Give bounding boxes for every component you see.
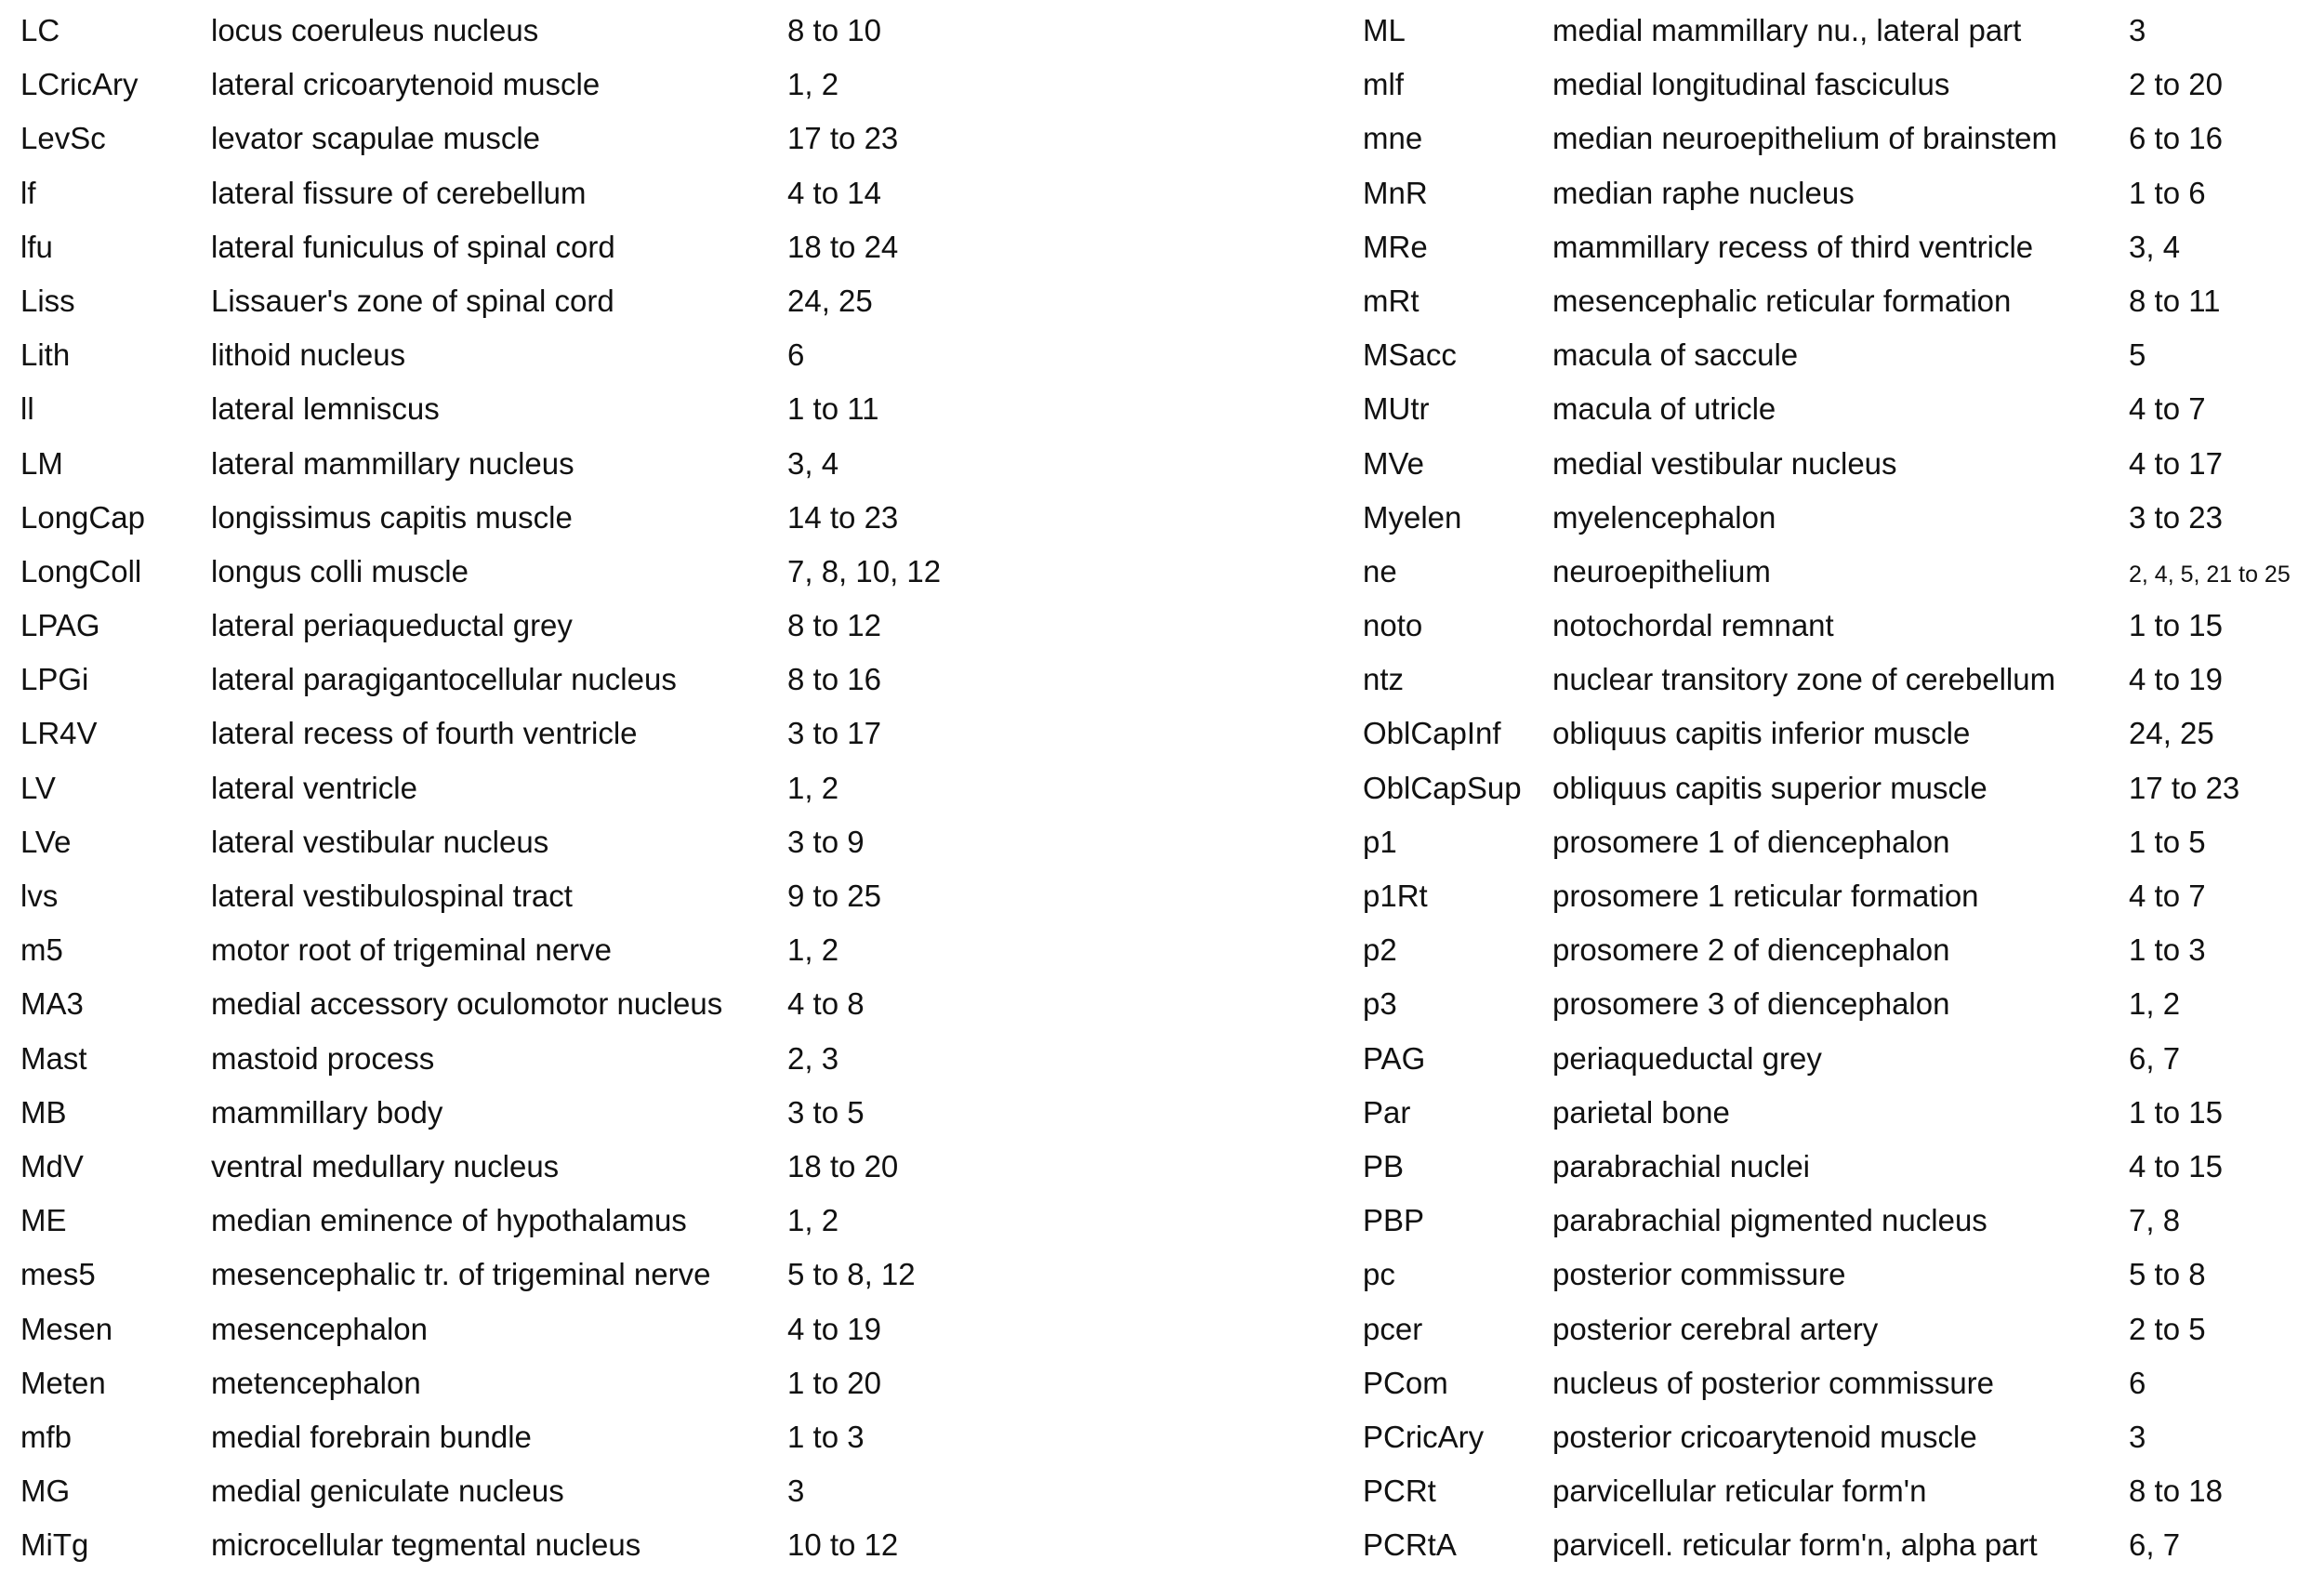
structure-name: lateral vestibular nucleus — [211, 824, 549, 859]
structure-name: medial geniculate nucleus — [211, 1474, 564, 1509]
figure-range: 3, 4 — [2129, 229, 2181, 264]
abbreviation: pcer — [1363, 1311, 1423, 1346]
structure-name: longissimus capitis muscle — [211, 499, 573, 535]
structure-name: notochordal remnant — [1552, 608, 1834, 643]
abbreviation: LCricAry — [20, 67, 139, 102]
figure-range: 2 to 20 — [2129, 67, 2223, 102]
structure-name: lateral periaqueductal grey — [211, 608, 573, 643]
structure-name: median neuroepithelium of brainstem — [1552, 121, 2057, 156]
structure-name: posterior cerebral artery — [1552, 1311, 1879, 1346]
structure-name: ventral medullary nucleus — [211, 1148, 560, 1183]
structure-name: prosomere 3 of diencephalon — [1552, 986, 1950, 1022]
abbreviation: LongCap — [20, 499, 145, 535]
figure-range: 6 — [787, 337, 805, 373]
abbreviation: PCricAry — [1363, 1419, 1485, 1454]
structure-name: median eminence of hypothalamus — [211, 1203, 687, 1238]
abbreviation: p1 — [1363, 824, 1397, 859]
figure-range: 18 to 24 — [787, 229, 899, 264]
figure-range: 7, 8, 10, 12 — [787, 553, 942, 588]
abbreviation: MVe — [1363, 445, 1425, 481]
structure-name: parabrachial nuclei — [1552, 1148, 1811, 1183]
figure-range: 1 to 15 — [2129, 1094, 2223, 1130]
figure-range: 4 to 8 — [787, 986, 865, 1022]
abbreviation: Liss — [20, 283, 75, 318]
abbreviation: ME — [20, 1203, 67, 1238]
abbreviation: Lith — [20, 337, 71, 373]
figure-range: 4 to 19 — [787, 1311, 881, 1346]
structure-name: parvicellular reticular form'n — [1552, 1474, 1927, 1509]
structure-name: posterior commissure — [1552, 1257, 1846, 1292]
structure-name: metencephalon — [211, 1365, 421, 1400]
abbreviation: ll — [20, 391, 34, 427]
figure-range: 2, 3 — [787, 1040, 839, 1076]
structure-name: mesencephalon — [211, 1311, 428, 1346]
structure-name: medial accessory oculomotor nucleus — [211, 986, 723, 1022]
figure-range: 4 to 14 — [787, 175, 881, 210]
structure-name: myelencephalon — [1552, 499, 1776, 535]
figure-range: 4 to 15 — [2129, 1148, 2223, 1183]
structure-name: mesencephalic reticular formation — [1552, 283, 2012, 318]
figure-range: 1 to 15 — [2129, 608, 2223, 643]
structure-name: microcellular tegmental nucleus — [211, 1527, 641, 1563]
figure-range: 1, 2 — [787, 932, 839, 968]
figure-range: 14 to 23 — [787, 499, 899, 535]
structure-name: lateral vestibulospinal tract — [211, 879, 573, 913]
structure-name: nuclear transitory zone of cerebellum — [1552, 662, 2056, 697]
figure-range: 1 to 11 — [787, 391, 879, 427]
abbreviation: Par — [1363, 1094, 1411, 1130]
figure-range: 18 to 20 — [787, 1148, 899, 1183]
abbreviation: PCRtA — [1363, 1527, 1457, 1563]
figure-range: 4 to 19 — [2129, 662, 2223, 697]
structure-name: mesencephalic tr. of trigeminal nerve — [211, 1257, 711, 1292]
structure-name: medial vestibular nucleus — [1552, 445, 1897, 481]
structure-name: Lissauer's zone of spinal cord — [211, 283, 614, 318]
structure-name: macula of saccule — [1552, 337, 1799, 373]
structure-name: neuroepithelium — [1552, 553, 1771, 588]
figure-range: 6 to 16 — [2129, 121, 2223, 156]
abbreviation: PCRt — [1363, 1474, 1436, 1509]
figure-range: 17 to 23 — [787, 121, 899, 156]
structure-name: medial forebrain bundle — [211, 1419, 532, 1454]
structure-name: parabrachial pigmented nucleus — [1552, 1203, 1987, 1238]
figure-range: 6, 7 — [2129, 1527, 2181, 1563]
figure-range: 8 to 18 — [2129, 1474, 2223, 1509]
structure-name: lateral funiculus of spinal cord — [211, 229, 615, 264]
abbreviation: MA3 — [20, 986, 84, 1022]
figure-range: 1, 2 — [787, 770, 839, 805]
abbreviation: LC — [20, 13, 60, 47]
abbreviation: LR4V — [20, 716, 98, 751]
abbreviation: ML — [1363, 13, 1406, 47]
figure-range: 24, 25 — [787, 283, 873, 318]
abbreviation: PAG — [1363, 1040, 1426, 1076]
structure-name: medial mammillary nu., lateral part — [1552, 13, 2022, 47]
abbreviation: MiTg — [20, 1527, 89, 1563]
figure-range: 3 to 9 — [787, 824, 865, 859]
abbreviation: Mesen — [20, 1311, 113, 1346]
structure-name: lithoid nucleus — [211, 337, 406, 373]
abbreviation: LevSc — [20, 121, 106, 156]
figure-range: 7, 8 — [2129, 1203, 2181, 1238]
figure-range: 6, 7 — [2129, 1040, 2181, 1076]
abbreviation: Meten — [20, 1365, 106, 1400]
abbreviation: LPGi — [20, 662, 89, 697]
abbreviation: LongColl — [20, 553, 142, 588]
abbreviation: MdV — [20, 1148, 84, 1183]
structure-name: prosomere 1 reticular formation — [1552, 879, 1979, 913]
abbreviation: m5 — [20, 932, 63, 968]
figure-range: 24, 25 — [2129, 716, 2214, 751]
abbreviation: LVe — [20, 824, 72, 859]
figure-range: 1, 2 — [2129, 986, 2181, 1022]
structure-name: lateral paragigantocellular nucleus — [211, 662, 677, 697]
abbreviation: PB — [1363, 1148, 1405, 1183]
abbreviation: lvs — [20, 879, 59, 913]
abbreviation: ne — [1363, 553, 1397, 588]
abbreviation: LV — [20, 770, 56, 805]
structure-name: motor root of trigeminal nerve — [211, 932, 613, 968]
figure-range: 1, 2 — [787, 1203, 839, 1238]
abbreviation: MUtr — [1363, 391, 1430, 427]
structure-name: locus coeruleus nucleus — [211, 13, 539, 47]
figure-range: 3 — [2129, 13, 2146, 47]
abbreviation: ntz — [1363, 662, 1405, 697]
figure-range: 8 to 11 — [2129, 283, 2221, 318]
abbreviation: OblCapInf — [1363, 716, 1501, 751]
structure-name: parvicell. reticular form'n, alpha part — [1552, 1527, 2038, 1563]
figure-range: 3, 4 — [787, 445, 839, 481]
abbreviation: Mast — [20, 1040, 87, 1076]
abbreviation: p1Rt — [1363, 879, 1428, 913]
figure-range: 10 to 12 — [787, 1527, 899, 1563]
structure-name: medial longitudinal fasciculus — [1552, 67, 1950, 102]
structure-name: median raphe nucleus — [1552, 175, 1855, 210]
figure-range: 1 to 3 — [787, 1419, 865, 1454]
figure-range: 6 — [2129, 1365, 2146, 1400]
abbreviation: mes5 — [20, 1257, 96, 1292]
structure-name: obliquus capitis superior muscle — [1552, 770, 1987, 805]
abbreviation: MSacc — [1363, 337, 1457, 373]
structure-name: macula of utricle — [1552, 391, 1776, 427]
structure-name: prosomere 2 of diencephalon — [1552, 932, 1950, 968]
structure-name: lateral lemniscus — [211, 391, 440, 427]
figure-range: 5 — [2129, 337, 2146, 373]
abbreviation: MB — [20, 1094, 67, 1130]
figure-range: 3 to 17 — [787, 716, 881, 751]
figure-range: 1, 2 — [787, 67, 839, 102]
abbreviation: PBP — [1363, 1203, 1425, 1238]
figure-range: 4 to 7 — [2129, 391, 2206, 427]
structure-name: posterior cricoarytenoid muscle — [1552, 1419, 1977, 1454]
figure-range: 1 to 20 — [787, 1365, 881, 1400]
abbreviation: noto — [1363, 608, 1423, 643]
abbreviation: OblCapSup — [1363, 770, 1522, 805]
structure-name: lateral recess of fourth ventricle — [211, 716, 638, 751]
abbreviation: mfb — [20, 1419, 73, 1454]
structure-name: mastoid process — [211, 1040, 435, 1076]
structure-name: lateral cricoarytenoid muscle — [211, 67, 601, 102]
abbreviation: MG — [20, 1474, 71, 1509]
structure-name: parietal bone — [1552, 1094, 1730, 1130]
structure-name: lateral ventricle — [211, 770, 417, 805]
structure-name: lateral fissure of cerebellum — [211, 175, 587, 210]
abbreviation: mRt — [1363, 283, 1419, 318]
structure-name: prosomere 1 of diencephalon — [1552, 824, 1950, 859]
figure-range: 3 — [787, 1474, 805, 1509]
abbreviation: lfu — [20, 229, 53, 264]
structure-name: lateral mammillary nucleus — [211, 445, 574, 481]
figure-range: 9 to 25 — [787, 879, 881, 913]
structure-name: obliquus capitis inferior muscle — [1552, 716, 1971, 751]
abbreviation: mne — [1363, 121, 1423, 156]
figure-range: 4 to 7 — [2129, 879, 2206, 913]
structure-name: levator scapulae muscle — [211, 121, 541, 156]
structure-name: longus colli muscle — [211, 553, 469, 588]
abbreviation: MnR — [1363, 175, 1428, 210]
figure-range: 5 to 8, 12 — [787, 1257, 916, 1292]
structure-name: periaqueductal grey — [1552, 1040, 1822, 1076]
abbreviation: mlf — [1363, 67, 1404, 102]
abbreviation: pc — [1363, 1257, 1395, 1292]
figure-range: 3 to 5 — [787, 1094, 865, 1130]
figure-range: 3 to 23 — [2129, 499, 2223, 535]
abbreviation: PCom — [1363, 1365, 1448, 1400]
abbreviation: p3 — [1363, 986, 1397, 1022]
figure-range: 4 to 17 — [2129, 445, 2223, 481]
abbreviation: LM — [20, 445, 63, 481]
figure-range: 8 to 10 — [787, 13, 881, 47]
abbreviation: LPAG — [20, 608, 100, 643]
figure-range: 8 to 16 — [787, 662, 881, 697]
abbreviation: lf — [20, 175, 36, 210]
structure-name: mammillary recess of third ventricle — [1552, 229, 2034, 264]
structure-name: nucleus of posterior commissure — [1552, 1365, 1995, 1400]
abbreviation: p2 — [1363, 932, 1397, 968]
figure-range: 2, 4, 5, 21 to 25 — [2129, 561, 2291, 588]
abbreviation: MRe — [1363, 229, 1428, 264]
figure-range: 3 — [2129, 1419, 2146, 1454]
figure-range: 17 to 23 — [2129, 770, 2240, 805]
figure-range: 1 to 6 — [2129, 175, 2206, 210]
figure-range: 2 to 5 — [2129, 1311, 2206, 1346]
figure-range: 5 to 8 — [2129, 1257, 2206, 1292]
figure-range: 1 to 5 — [2129, 824, 2206, 859]
structure-name: mammillary body — [211, 1094, 443, 1130]
figure-range: 8 to 12 — [787, 608, 881, 643]
abbreviation: Myelen — [1363, 499, 1462, 535]
figure-range: 1 to 3 — [2129, 932, 2206, 968]
